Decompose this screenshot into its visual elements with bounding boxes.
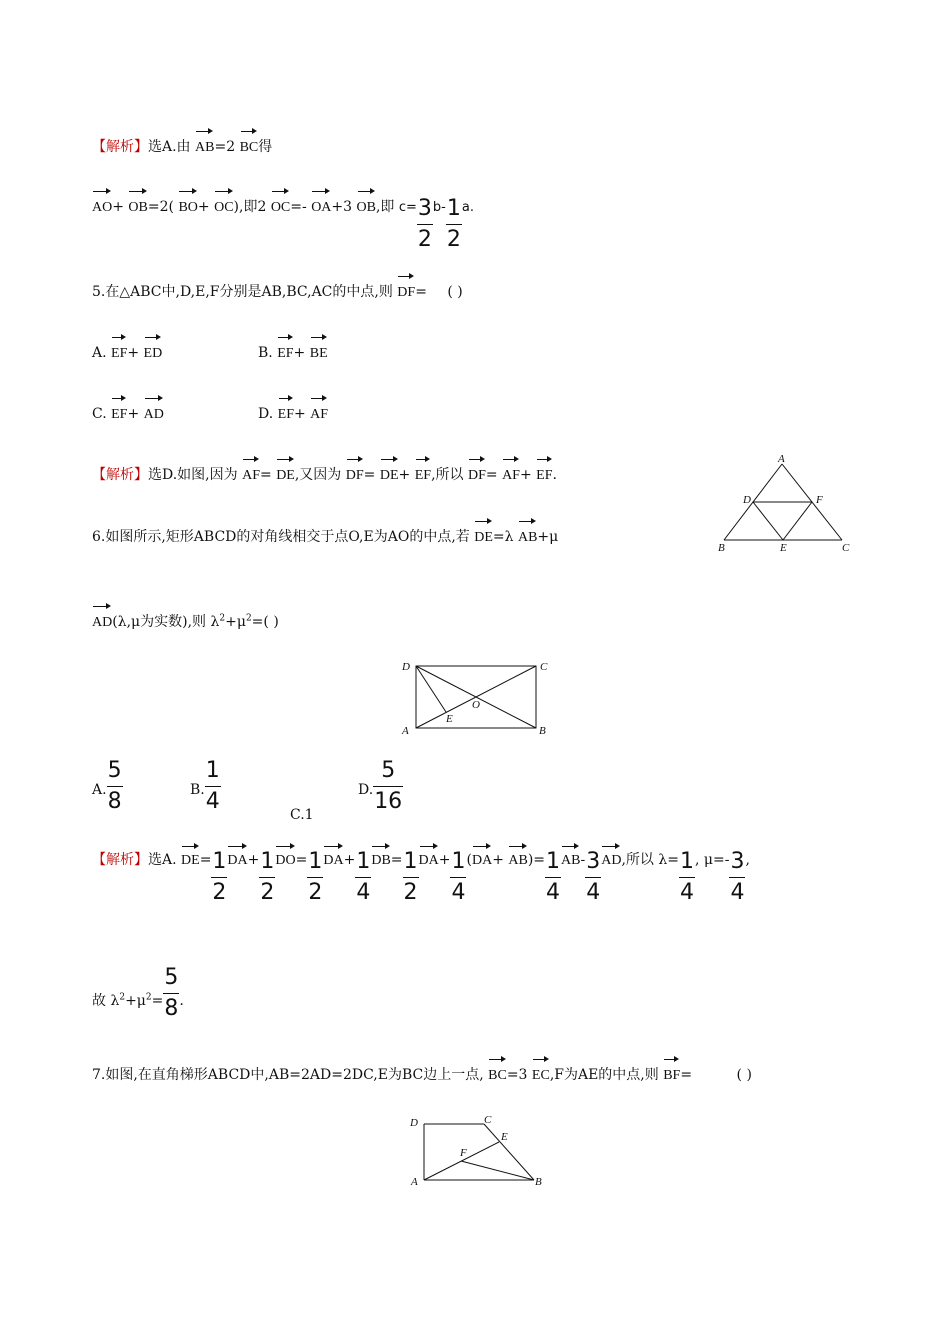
fig5-label-a: A bbox=[778, 453, 785, 465]
q7-question: 7.如图,在直角梯形ABCD中,AB=2AD=2DC,E为BC边上一点, BC=3 EC,F为AE的中点,则 BF= ( ) bbox=[92, 1055, 752, 1086]
analysis-tag: 【解析】 bbox=[92, 139, 148, 155]
vector-ob: OB bbox=[128, 187, 147, 218]
q5-option-d: D. EF+ AF bbox=[258, 394, 328, 425]
q5-option-b: B. EF+ BE bbox=[258, 333, 328, 364]
fig7-label-a: A bbox=[411, 1176, 418, 1188]
q6-question-line2: AD(λ,μ为实数),则 $\lambda^2+\mu^2=$( ) bbox=[92, 602, 279, 633]
fig7-label-f: F bbox=[460, 1147, 467, 1159]
fig6-label-a: A bbox=[402, 725, 409, 737]
vector-df: DF bbox=[397, 272, 415, 303]
triangle-figure bbox=[712, 452, 862, 556]
q6-option-d: D. $\frac{5}{16}$ bbox=[358, 758, 403, 814]
fig5-label-b: B bbox=[718, 542, 725, 554]
vector-oa: OA bbox=[311, 187, 331, 218]
fig6-label-o: O bbox=[472, 699, 480, 711]
fig5-label-f: F bbox=[816, 494, 823, 506]
vector-ab: AB bbox=[195, 127, 214, 158]
vector-bo: BO bbox=[178, 187, 197, 218]
fig7-label-e: E bbox=[501, 1131, 508, 1143]
rectangle-figure bbox=[396, 656, 556, 738]
q6-conclusion: 故 $\lambda^2+\mu^2=$ $\frac{5}{8}$ . bbox=[92, 965, 184, 1021]
q5-solution: 【解析】选D.如图,因为 AF= DE,又因为 DF= DE+ EF,所以 DF= AF+ EF. bbox=[92, 455, 557, 486]
vector-ob-2: OB bbox=[357, 187, 376, 218]
vector-oc: OC bbox=[214, 187, 233, 218]
fraction-1-2: $\frac{1}{2}$ bbox=[446, 196, 461, 252]
fig7-label-d: D bbox=[410, 1117, 418, 1129]
q5-option-a: A. EF+ ED bbox=[92, 333, 162, 364]
vector-bc: BC bbox=[240, 127, 259, 158]
fig5-label-d: D bbox=[743, 494, 751, 506]
q4-solution-line2: AO+ OB=2( BO+ OC),即2 OC=- OA+3 OB,即 c= $\frac{3}{2}$ b- $\frac{1}{2}$ a. bbox=[92, 187, 474, 253]
q6-option-c: C.1 bbox=[290, 807, 314, 823]
fig5-label-e: E bbox=[780, 542, 787, 554]
fig6-label-b: B bbox=[539, 725, 546, 737]
q6-option-a: A. $\frac{5}{8}$ bbox=[92, 758, 122, 814]
q5-question: 5.在△ABC中,D,E,F分别是AB,BC,AC的中点,则 DF= ( ) bbox=[92, 272, 463, 303]
vector-ao: AO bbox=[92, 187, 112, 218]
q6-solution: 【解析】选A. DE= $\frac{1}{2}$ DA+ $\frac{1}{2}$ DO= $\frac{1}{2}$ DA+ $\frac{1}{4}$ DB= $\frac{1}{2}$ DA+ $\frac{1}{4}$ (DA+ AB)= $\frac{1}{4}$ AB- $\frac{3}{4}$ AD,所以 λ= $\frac{1}{4}$ , μ=- $\frac{3}{4}$ , bbox=[92, 842, 750, 906]
q5-option-c: C. EF+ AD bbox=[92, 394, 164, 425]
fig5-label-c: C bbox=[842, 542, 850, 554]
fig7-label-c: C bbox=[484, 1114, 492, 1126]
q6-option-b: B. $\frac{1}{4}$ bbox=[190, 758, 220, 814]
fig6-label-d: D bbox=[402, 661, 410, 673]
q6-question-line1: 6.如图所示,矩形ABCD的对角线相交于点O,E为AO的中点,若 DE=λ AB+μ bbox=[92, 517, 558, 548]
q4-solution-line1: 【解析】选A.由 AB=2 BC得 bbox=[92, 127, 272, 158]
fraction-3-2: $\frac{3}{2}$ bbox=[417, 196, 432, 252]
trapezoid-figure bbox=[404, 1110, 554, 1190]
fig6-label-e: E bbox=[446, 713, 453, 725]
fig7-label-b: B bbox=[535, 1176, 542, 1188]
fig6-label-c: C bbox=[540, 661, 548, 673]
vector-oc-2: OC bbox=[271, 187, 290, 218]
